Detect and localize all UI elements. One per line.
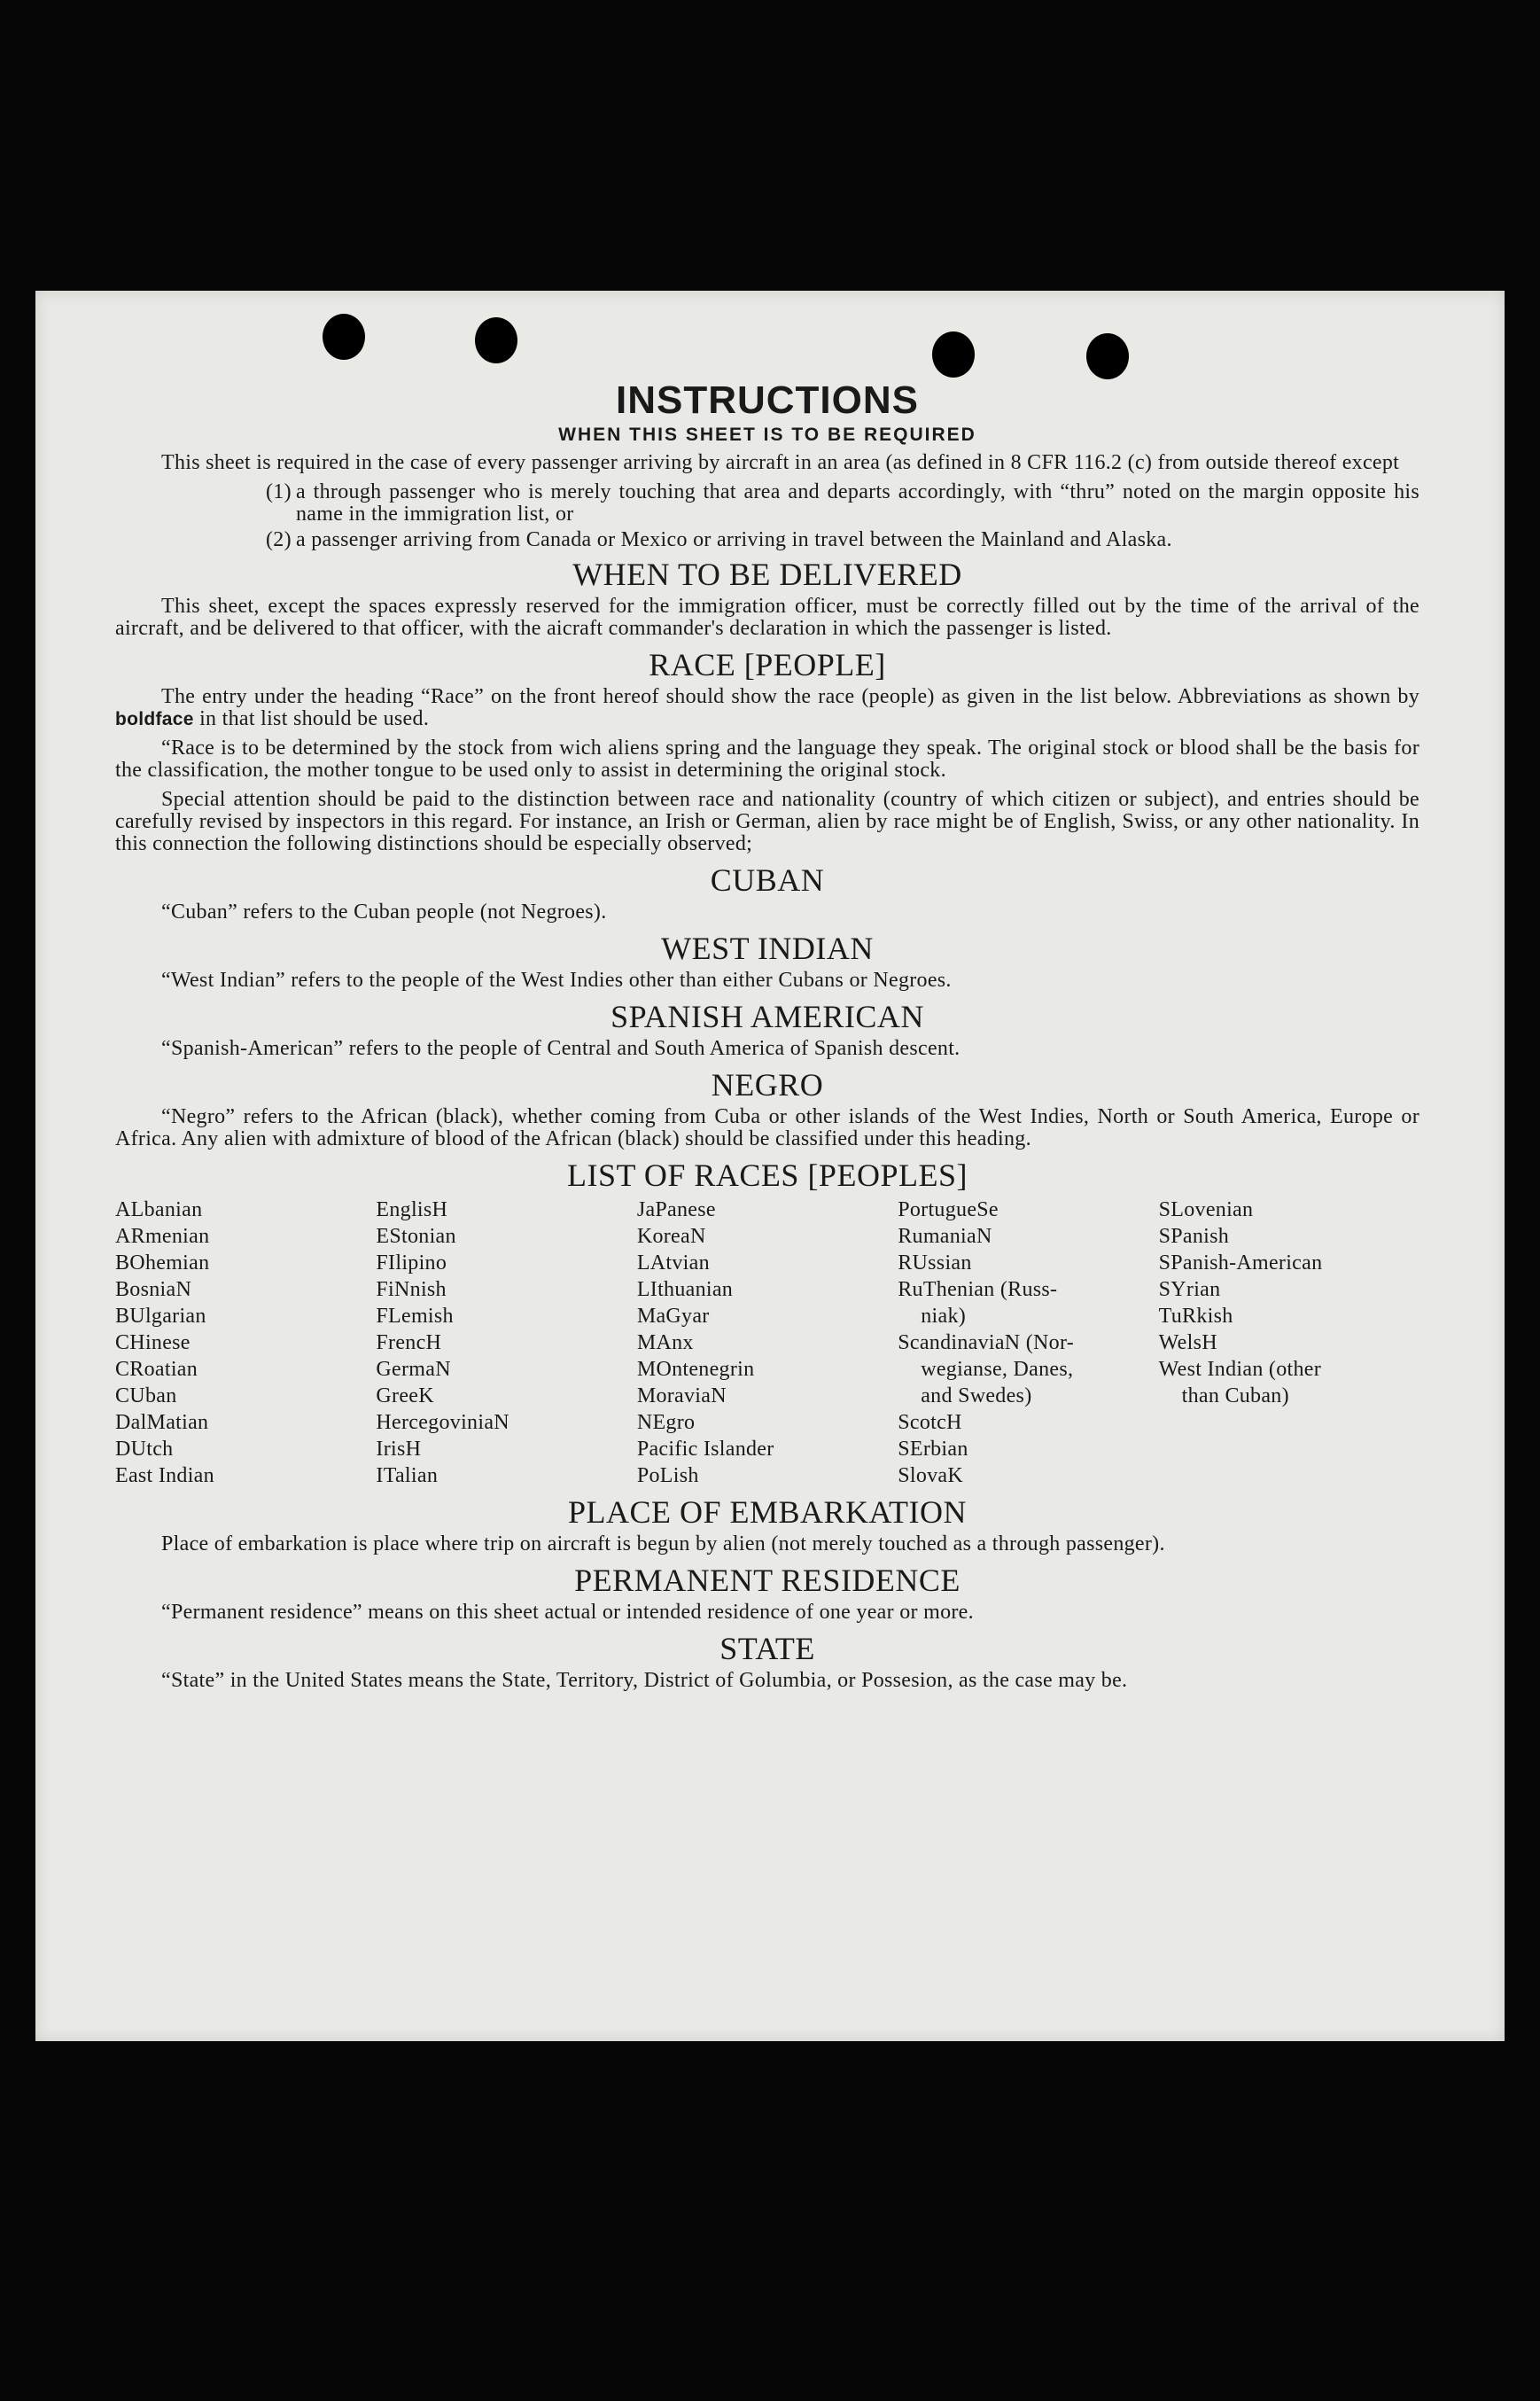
- race-entry: IrisH: [376, 1438, 422, 1461]
- race-entry: DalMatian: [115, 1411, 209, 1434]
- race-entry: MaGyar: [636, 1305, 710, 1328]
- exception-item: [115, 529, 1419, 551]
- race-entry: SlovaK: [898, 1464, 964, 1487]
- race-column: [898, 1197, 1158, 1489]
- section-heading-west-indian: WEST INDIAN: [661, 931, 874, 966]
- section-heading-cuban: CUBAN: [710, 862, 825, 898]
- document-sheet: [35, 291, 1505, 2041]
- race-entry: MOntenegrin: [636, 1358, 755, 1381]
- section-heading-list-of-races: LIST OF RACES [PEOPLES]: [567, 1158, 968, 1193]
- race-entry: MoraviaN: [636, 1384, 727, 1407]
- race-entry: GermaN: [376, 1358, 451, 1381]
- race-entry: RumaniaN: [898, 1225, 992, 1248]
- race-entry: FiNnish: [376, 1278, 447, 1301]
- race-entry: SYrian: [1158, 1278, 1221, 1301]
- exception-number: (2): [266, 528, 292, 551]
- exception-text: a passenger arriving from Canada or Mexico or arriving in travel between the Mainland and Alaska.: [296, 528, 1172, 551]
- race-entry: SPanish-American: [1158, 1251, 1323, 1275]
- race-entry: niak): [921, 1305, 967, 1328]
- race-entry: WelsH: [1158, 1331, 1217, 1354]
- section-heading-permanent-residence: PERMANENT RESIDENCE: [574, 1563, 961, 1598]
- race-entry: HercegoviniaN: [376, 1411, 509, 1434]
- race-entry: ARmenian: [115, 1225, 210, 1248]
- place-of-embarkation-text: Place of embarkation is place where trip on aircraft is begun by alien (not merely touched as a through passenger).: [161, 1532, 1165, 1555]
- when-delivered-text: This sheet, except the spaces expressly reserved for the immigration officer, must be correctly filled out by the time of the arrival of the aircraft, and be delivered to that officer, with the aicraft commander's declaration in which the passenger is listed.: [115, 595, 1419, 640]
- race-entry: PortugueSe: [898, 1198, 999, 1221]
- race-entry: SErbian: [898, 1438, 968, 1461]
- race-column: [115, 1197, 376, 1489]
- page-title: INSTRUCTIONS: [616, 378, 919, 422]
- race-entry: SLovenian: [1158, 1198, 1254, 1221]
- race-paragraph-2: “Race is to be determined by the stock from wich aliens spring and the language they speak. The original stock or blood shall be the basis for the classification, the mother tongue to be used only to assist in determining the original stock.: [115, 737, 1419, 782]
- race-entry: ScandinaviaN (Nor-: [898, 1331, 1075, 1354]
- race-entry: CHinese: [115, 1331, 191, 1354]
- section-heading-state: STATE: [719, 1631, 815, 1666]
- race-entry: CUban: [115, 1384, 177, 1407]
- race-entry: EnglisH: [376, 1198, 448, 1221]
- race-entry: TuRkish: [1158, 1305, 1233, 1328]
- race-entry: CRoatian: [115, 1358, 198, 1381]
- race-entry: EStonian: [376, 1225, 456, 1248]
- section-heading-race: RACE [PEOPLE]: [649, 647, 886, 682]
- race-entry: East Indian: [115, 1464, 214, 1487]
- race-entry: GreeK: [376, 1384, 434, 1407]
- negro-text: “Negro” refers to the African (black), whether coming from Cuba or other islands of the West Indies, North or South America, Europe or Africa. Any alien with admixture of blood of the African (black) should be classified under this heading.: [115, 1105, 1419, 1150]
- state-text: “State” in the United States means the State, Territory, District of Golumbia, or Possesion, as the case may be.: [161, 1669, 1128, 1692]
- race-entry: and Swedes): [921, 1384, 1032, 1407]
- punch-hole: [932, 331, 975, 378]
- race-entry: ITalian: [376, 1464, 439, 1487]
- race-entry: FIlipino: [376, 1251, 447, 1275]
- race-entry: Pacific Islander: [636, 1438, 774, 1461]
- punch-hole: [475, 317, 517, 363]
- race-entry: BOhemian: [115, 1251, 210, 1275]
- race-column: [637, 1197, 898, 1489]
- permanent-residence-text: “Permanent residence” means on this sheet actual or intended residence of one year or more.: [161, 1601, 974, 1624]
- race-p1-end: in that list should be used.: [199, 707, 430, 730]
- race-entry: FLemish: [376, 1305, 454, 1328]
- race-entry: LIthuanian: [636, 1278, 734, 1301]
- instructions-content: [115, 379, 1419, 1699]
- race-entry: RUssian: [898, 1251, 972, 1275]
- race-entry: PoLish: [636, 1464, 699, 1487]
- race-entry: BUlgarian: [115, 1305, 206, 1328]
- race-column: [1159, 1197, 1419, 1489]
- punch-hole: [1086, 333, 1129, 379]
- page-subtitle: WHEN THIS SHEET IS TO BE REQUIRED: [558, 425, 976, 445]
- west-indian-text: “West Indian” refers to the people of the West Indies other than either Cubans or Negroes.: [161, 969, 952, 992]
- exception-number: (1): [266, 480, 292, 503]
- race-entry: DUtch: [115, 1438, 174, 1461]
- race-entry: LAtvian: [636, 1251, 710, 1275]
- race-entry: NEgro: [636, 1411, 696, 1434]
- exception-item: [115, 481, 1419, 526]
- race-list: [115, 1197, 1419, 1489]
- punch-hole: [323, 314, 365, 360]
- race-entry: KoreaN: [636, 1225, 706, 1248]
- section-heading-negro: NEGRO: [711, 1067, 824, 1103]
- race-entry: SPanish: [1158, 1225, 1230, 1248]
- race-entry: MAnx: [636, 1331, 694, 1354]
- race-p1-bold: boldface: [115, 709, 194, 729]
- race-entry: wegianse, Danes,: [921, 1358, 1074, 1381]
- race-entry: JaPanese: [636, 1198, 716, 1221]
- section-heading-place-of-embarkation: PLACE OF EMBARKATION: [567, 1494, 968, 1530]
- intro-paragraph: This sheet is required in the case of every passenger arriving by aircraft in an area (as defined in 8 CFR 116.2 (c) from outside thereof except: [161, 451, 1400, 474]
- race-paragraph-3: Special attention should be paid to the distinction between race and nationality (country of which citizen or subject), and entries should be carefully revised by inspectors in this regard. For instance, an Irish or German, alien by race might be of English, Swiss, or any other nationality. In this connection the following distinctions should be especially observed;: [115, 788, 1419, 855]
- section-heading-spanish-american: SPANISH AMERICAN: [611, 999, 924, 1034]
- section-heading-when-delivered: WHEN TO BE DELIVERED: [572, 557, 962, 592]
- race-column: [376, 1197, 636, 1489]
- race-entry: RuThenian (Russ-: [898, 1278, 1058, 1301]
- cuban-text: “Cuban” refers to the Cuban people (not Negroes).: [161, 900, 607, 924]
- race-entry: West Indian (other: [1158, 1358, 1322, 1381]
- exception-text: a through passenger who is merely touching that area and departs accordingly, with “thru” noted on the margin opposite his name in the immigration list, or: [296, 480, 1419, 526]
- race-p1-start: The entry under the heading “Race” on the front hereof should show the race (people) as given in the list below. Abbreviations as shown by: [161, 685, 1419, 708]
- race-entry: FrencH: [376, 1331, 442, 1354]
- race-entry: than Cuban): [1181, 1384, 1289, 1407]
- race-paragraph-1: [115, 686, 1419, 730]
- spanish-american-text: “Spanish-American” refers to the people of Central and South America of Spanish descent.: [161, 1037, 961, 1060]
- race-entry: ScotcH: [898, 1411, 962, 1434]
- race-entry: ALbanian: [115, 1198, 203, 1221]
- race-entry: BosniaN: [115, 1278, 192, 1301]
